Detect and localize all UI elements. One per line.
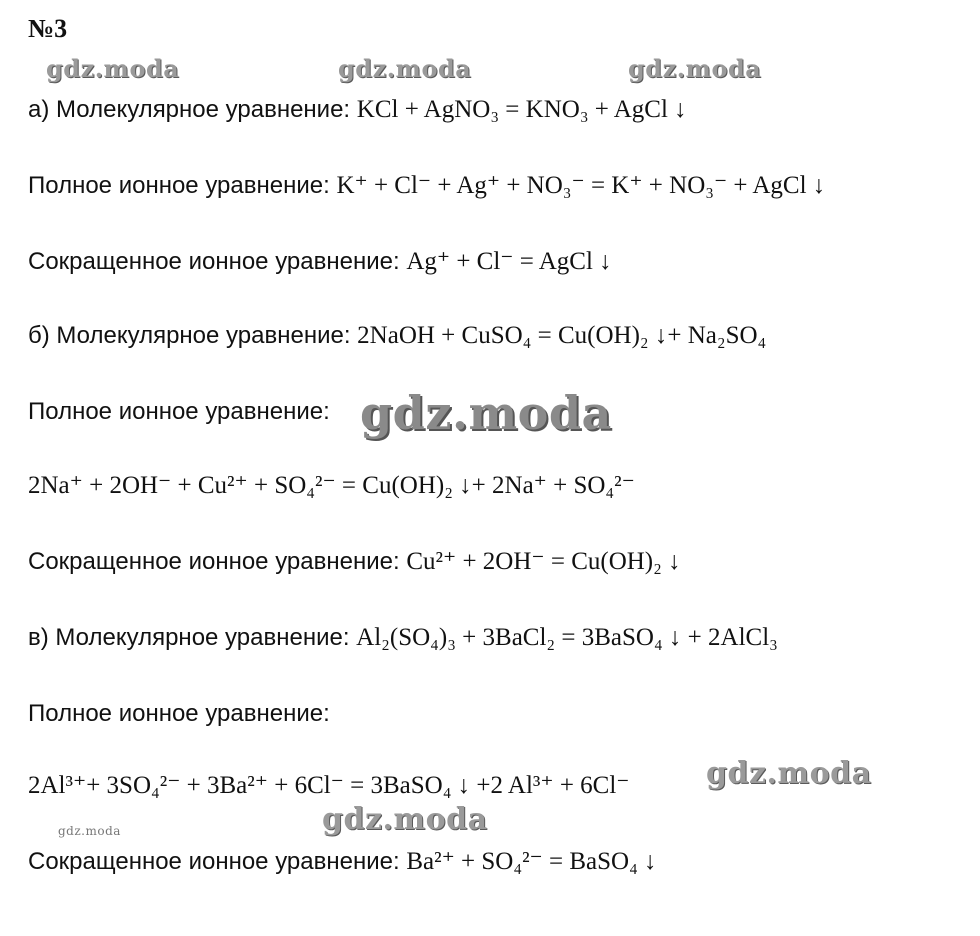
equation-text: 2NaOH + CuSO₄ = Cu(OH)₂ ↓+ Na₂SO₄ (357, 322, 767, 349)
watermark: gdz.moda (58, 824, 121, 838)
equation-c-molecular (28, 624, 778, 652)
equation-label: Полное ионное уравнение: (28, 398, 330, 425)
equation-text: Ag⁺ + Cl⁻ = AgCl ↓ (406, 248, 612, 275)
watermark: gdz.moda (338, 54, 472, 83)
equation-c-full-ionic-label (28, 700, 330, 728)
equation-text: Cu²⁺ + 2OH⁻ = Cu(OH)₂ ↓ (406, 548, 681, 575)
equation-text: KCl + AgNO₃ = KNO₃ + AgCl ↓ (356, 96, 687, 123)
equation-label: Сокращенное ионное уравнение: (28, 248, 407, 275)
equation-label: Сокращенное ионное уравнение: (28, 548, 407, 575)
watermark: gdz.moda (628, 54, 762, 83)
equation-text: Al₂(SO₄)₃ + 3BaCl₂ = 3BaSO₄ ↓ + 2AlCl₃ (356, 624, 778, 651)
watermark: gdz.moda (46, 54, 180, 83)
equation-b-full-ionic-label (28, 398, 330, 426)
equation-label: Полное ионное уравнение: (28, 172, 337, 199)
page-title: №3 (28, 14, 68, 43)
equation-a-short-ionic (28, 248, 612, 276)
equation-b-full-ionic (28, 472, 635, 500)
watermark: gdz.moda (322, 802, 488, 837)
equation-label: Сокращенное ионное уравнение: (28, 848, 407, 875)
equation-a-full-ionic (28, 172, 825, 200)
equation-b-molecular (28, 322, 766, 350)
equation-text: K⁺ + Cl⁻ + Ag⁺ + NO₃⁻ = K⁺ + NO₃⁻ + AgCl ↓ (336, 172, 826, 199)
watermark: gdz.moda (360, 386, 612, 440)
equation-label: б) Молекулярное уравнение: (28, 322, 358, 349)
equation-label: в) Молекулярное уравнение: (28, 624, 357, 651)
equation-label: а) Молекулярное уравнение: (28, 96, 357, 123)
equation-text: Ba²⁺ + SO₄²⁻ = BaSO₄ ↓ (406, 848, 657, 875)
equation-a-molecular (28, 96, 687, 124)
equation-text: 2Al³⁺+ 3SO₄²⁻ + 3Ba²⁺ + 6Cl⁻ = 3BaSO₄ ↓ +2 Al³⁺ + 6Cl⁻ (28, 772, 630, 799)
equation-b-short-ionic (28, 548, 681, 576)
watermark: gdz.moda (706, 756, 872, 791)
equation-c-full-ionic (28, 772, 630, 800)
equation-text: 2Na⁺ + 2OH⁻ + Cu²⁺ + SO₄²⁻ = Cu(OH)₂ ↓+ 2Na⁺ + SO₄²⁻ (28, 472, 635, 499)
equation-label: Полное ионное уравнение: (28, 700, 330, 727)
equation-c-short-ionic (28, 848, 657, 876)
